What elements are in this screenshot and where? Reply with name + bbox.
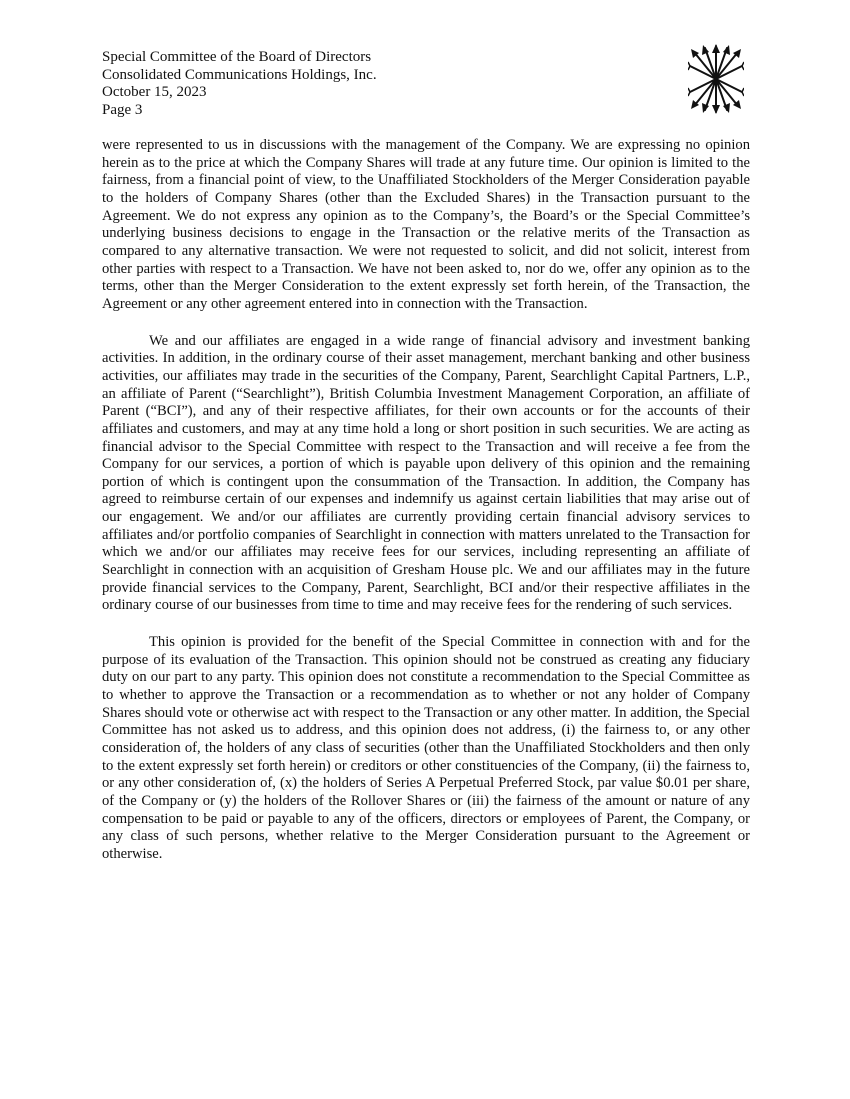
paragraph-opinion-scope: This opinion is provided for the benefit of the Special Committee in connection with and for the purpose of its evaluation of the Transaction. This opinion should not be construed as creating any fiduciary duty on our part to any party. This opinion does not constitute a recommendation to the Special Committee as to whether to approve the Transaction or a recommendation as to whether or not any holder of Company Shares should vote or otherwise act with respect to the Transaction or any other matter. In addition, the Special Committee has not asked us to address, and this opinion does not address, (i) the fairness to, or any other consideration of, the holders of any class of securities (other than the Unaffiliated Stockholders and then only to the extent expressly set forth herein) or creditors or other constituencies of the Company, (ii) the fairness to, or any other consideration of, (x) the holders of Series A Perpetual Preferred Stock, par value $0.01 per share, of the Company or (y) the holders of the Rollover Shares or (iii) the fairness of the amount or nature of any compensation to be paid or payable to any of the officers, directors or employees of Parent, the Company, or any class of such persons, whether relative to the Merger Consideration pursuant to the Agreement or otherwise. bbox=[102, 634, 750, 862]
paragraph-affiliates: We and our affiliates are engaged in a wide range of financial advisory and investment banking activities. In addition, in the ordinary course of their asset management, merchant banking and other business activities, our affiliates may trade in the securities of the Company, Parent, Searchlight Capital Partners, L.P., an affiliate of Parent (“Searchlight”), British Columbia Investment Management Corporation, an affiliate of Parent (“BCI”), and any of their respective affiliates, for their own accounts or for the accounts of their affiliates and customers, and may at any time hold a long or short position in such securities. We are acting as financial advisor to the Special Committee with respect to the Transaction and will receive a fee from the Company for our services, a portion of which is payable upon delivery of this opinion and the remaining portion of which is contingent upon the consummation of the Transaction. In addition, the Company has agreed to reimburse certain of our expenses and indemnify us against certain liabilities that may arise out of our engagement. We and/or our affiliates are currently providing certain financial advisory services to affiliates and/or portfolio companies of Searchlight in connection with matters unrelated to the Transaction for which we and/or our affiliates may receive fees for our services, including representing an affiliate of Searchlight in connection with an acquisition of Gresham House plc. We and our affiliates may in the future provide financial services to the Company, Parent, Searchlight, BCI and/or their respective affiliates in the ordinary course of our businesses from time to time and may receive fees for the rendering of such services. bbox=[102, 332, 750, 614]
header-company: Consolidated Communications Holdings, Inc. bbox=[102, 66, 377, 83]
arrows-bundle-icon bbox=[688, 44, 744, 114]
letter-body bbox=[102, 137, 750, 883]
letter-header bbox=[102, 49, 377, 119]
header-recipient: Special Committee of the Board of Directors bbox=[102, 49, 372, 65]
paragraph-continuation: were represented to us in discussions with the management of the Company. We are expressing no opinion herein as to the price at which the Company Shares will trade at any future time. Our opinion is limited to the fairness, from a financial point of view, to the Unaffiliated Stockholders of the Merger Consideration payable to the holders of Company Shares (other than the Excluded Shares) in the Transaction pursuant to the Agreement. We do not express any opinion as to the Company’s, the Board’s or the Special Committee’s underlying business decisions to engage in the Transaction or the relative merits of the Transaction as compared to any alternative transaction. We were not requested to solicit, and did not solicit, interest from other parties with respect to a Transaction. We have not been asked to, nor do we, offer any opinion as to the terms, other than the Merger Consideration to the extent expressly set forth herein, of the Transaction, the Agreement or any other agreement entered into in connection with the Transaction. bbox=[102, 137, 750, 312]
header-page-number: Page 3 bbox=[102, 101, 143, 118]
header-date: October 15, 2023 bbox=[102, 84, 207, 101]
